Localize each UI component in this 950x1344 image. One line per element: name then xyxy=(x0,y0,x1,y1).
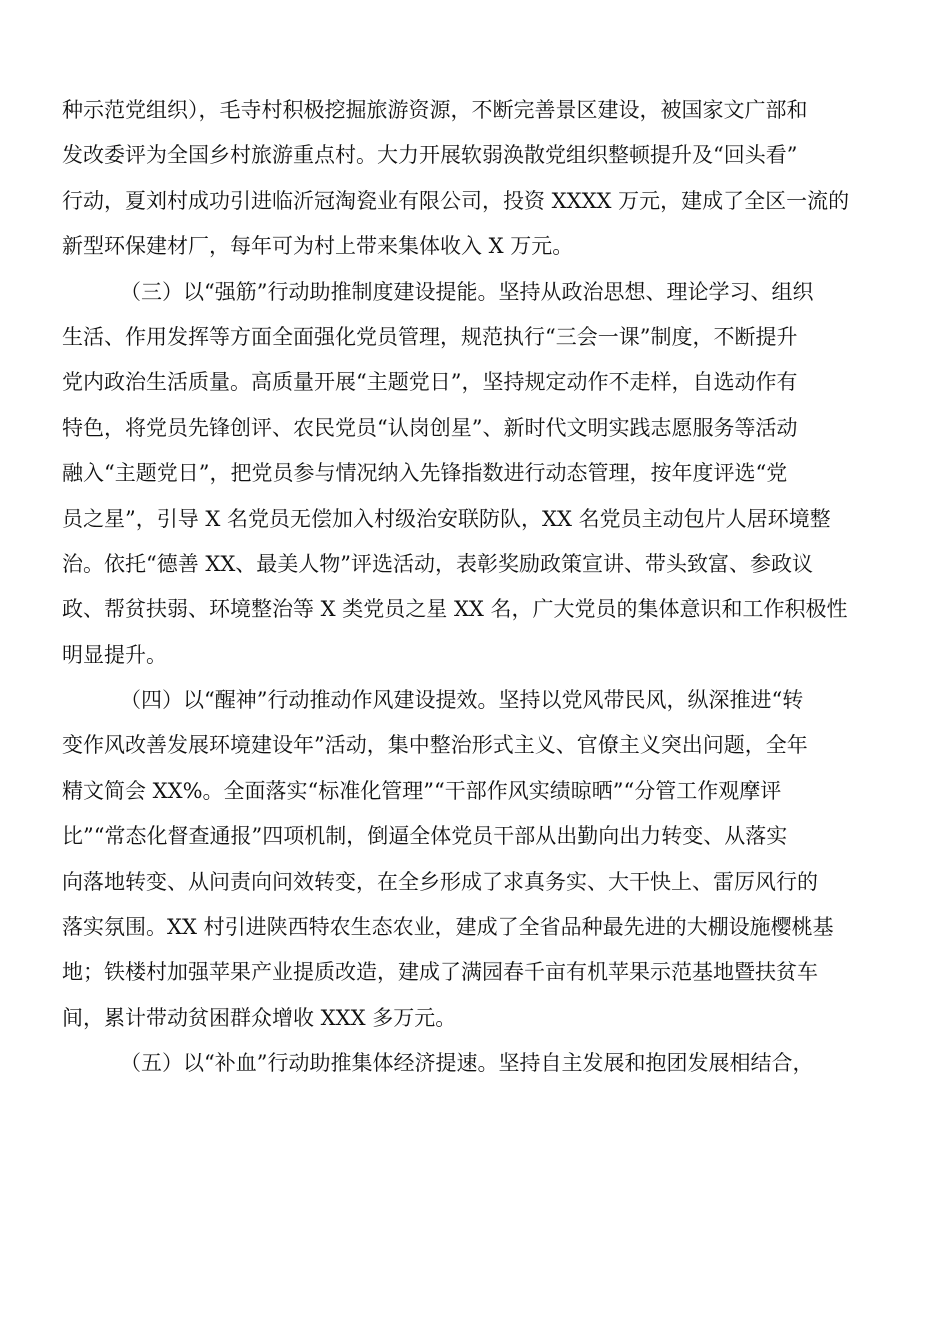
text-line: 融入“主题党日”，把党员参与情况纳入先锋指数进行动态管理，按年度评选“党 xyxy=(62,461,788,486)
paragraph-heading-line: （三）以“强筋”行动助推制度建设提能。坚持从政治思想、理论学习、组织 xyxy=(120,279,814,304)
paragraph-heading-line: （四）以“醒神”行动推动作风建设提效。坚持以党风带民风，纵深推进“转 xyxy=(120,688,804,713)
text-line: 精文简会 XX%。全面落实“标准化管理”“干部作风实绩晾晒”“分管工作观摩评 xyxy=(62,778,782,803)
text-line: 新型环保建材厂，每年可为村上带来集体收入 X 万元。 xyxy=(62,234,574,259)
paragraph-heading-line: （五）以“补血”行动助推集体经济提速。坚持自主发展和抱团发展相结合， xyxy=(120,1051,814,1076)
text-line: 明显提升。 xyxy=(62,642,167,667)
text-line: 发改委评为全国乡村旅游重点村。大力开展软弱涣散党组织整顿提升及“回头看” xyxy=(62,143,798,168)
text-line: 生活、作用发挥等方面全面强化党员管理，规范执行“三会一课”制度，不断提升 xyxy=(62,324,798,349)
text-line: 行动，夏刘村成功引进临沂冠淘瓷业有限公司，投资 XXXX 万元，建成了全区一流的 xyxy=(62,188,850,213)
text-line: 员之星”，引导 X 名党员无偿加入村级治安联防队，XX 名党员主动包片人居环境整 xyxy=(62,506,831,531)
text-line: 特色，将党员先锋创评、农民党员“认岗创星”、新时代文明实践志愿服务等活动 xyxy=(62,415,798,440)
text-line: 党内政治生活质量。高质量开展“主题党日”，坚持规定动作不走样，自选动作有 xyxy=(62,370,798,395)
text-line: 治。依托“德善 XX、最美人物”评选活动，表彰奖励政策宣讲、带头致富、参政议 xyxy=(62,551,814,576)
text-line: 政、帮贫扶弱、环境整治等 X 类党员之星 XX 名，广大党员的集体意识和工作积极性 xyxy=(62,597,848,622)
text-line: 种示范党组织），毛寺村积极挖掘旅游资源，不断完善景区建设，被国家文广部和 xyxy=(62,98,808,122)
text-line: 向落地转变、从问责向问效转变，在全乡形成了求真务实、大干快上、雷厉风行的 xyxy=(62,869,818,894)
text-line: 变作风改善发展环境建设年”活动，集中整治形式主义、官僚主义突出问题，全年 xyxy=(62,733,808,758)
text-line: 间，累计带动贫困群众增收 XXX 多万元。 xyxy=(62,1005,457,1030)
text-line: 落实氛围。XX 村引进陕西特农生态农业，建成了全省品种最先进的大棚设施樱桃基 xyxy=(62,915,834,940)
text-line: 比”“常态化督查通报”四项机制，倒逼全体党员干部从出勤向出力转变、从落实 xyxy=(62,824,788,849)
text-line: 地；铁楼村加强苹果产业提质改造，建成了满园春千亩有机苹果示范基地暨扶贫车 xyxy=(62,960,818,985)
document-body xyxy=(62,88,888,1087)
